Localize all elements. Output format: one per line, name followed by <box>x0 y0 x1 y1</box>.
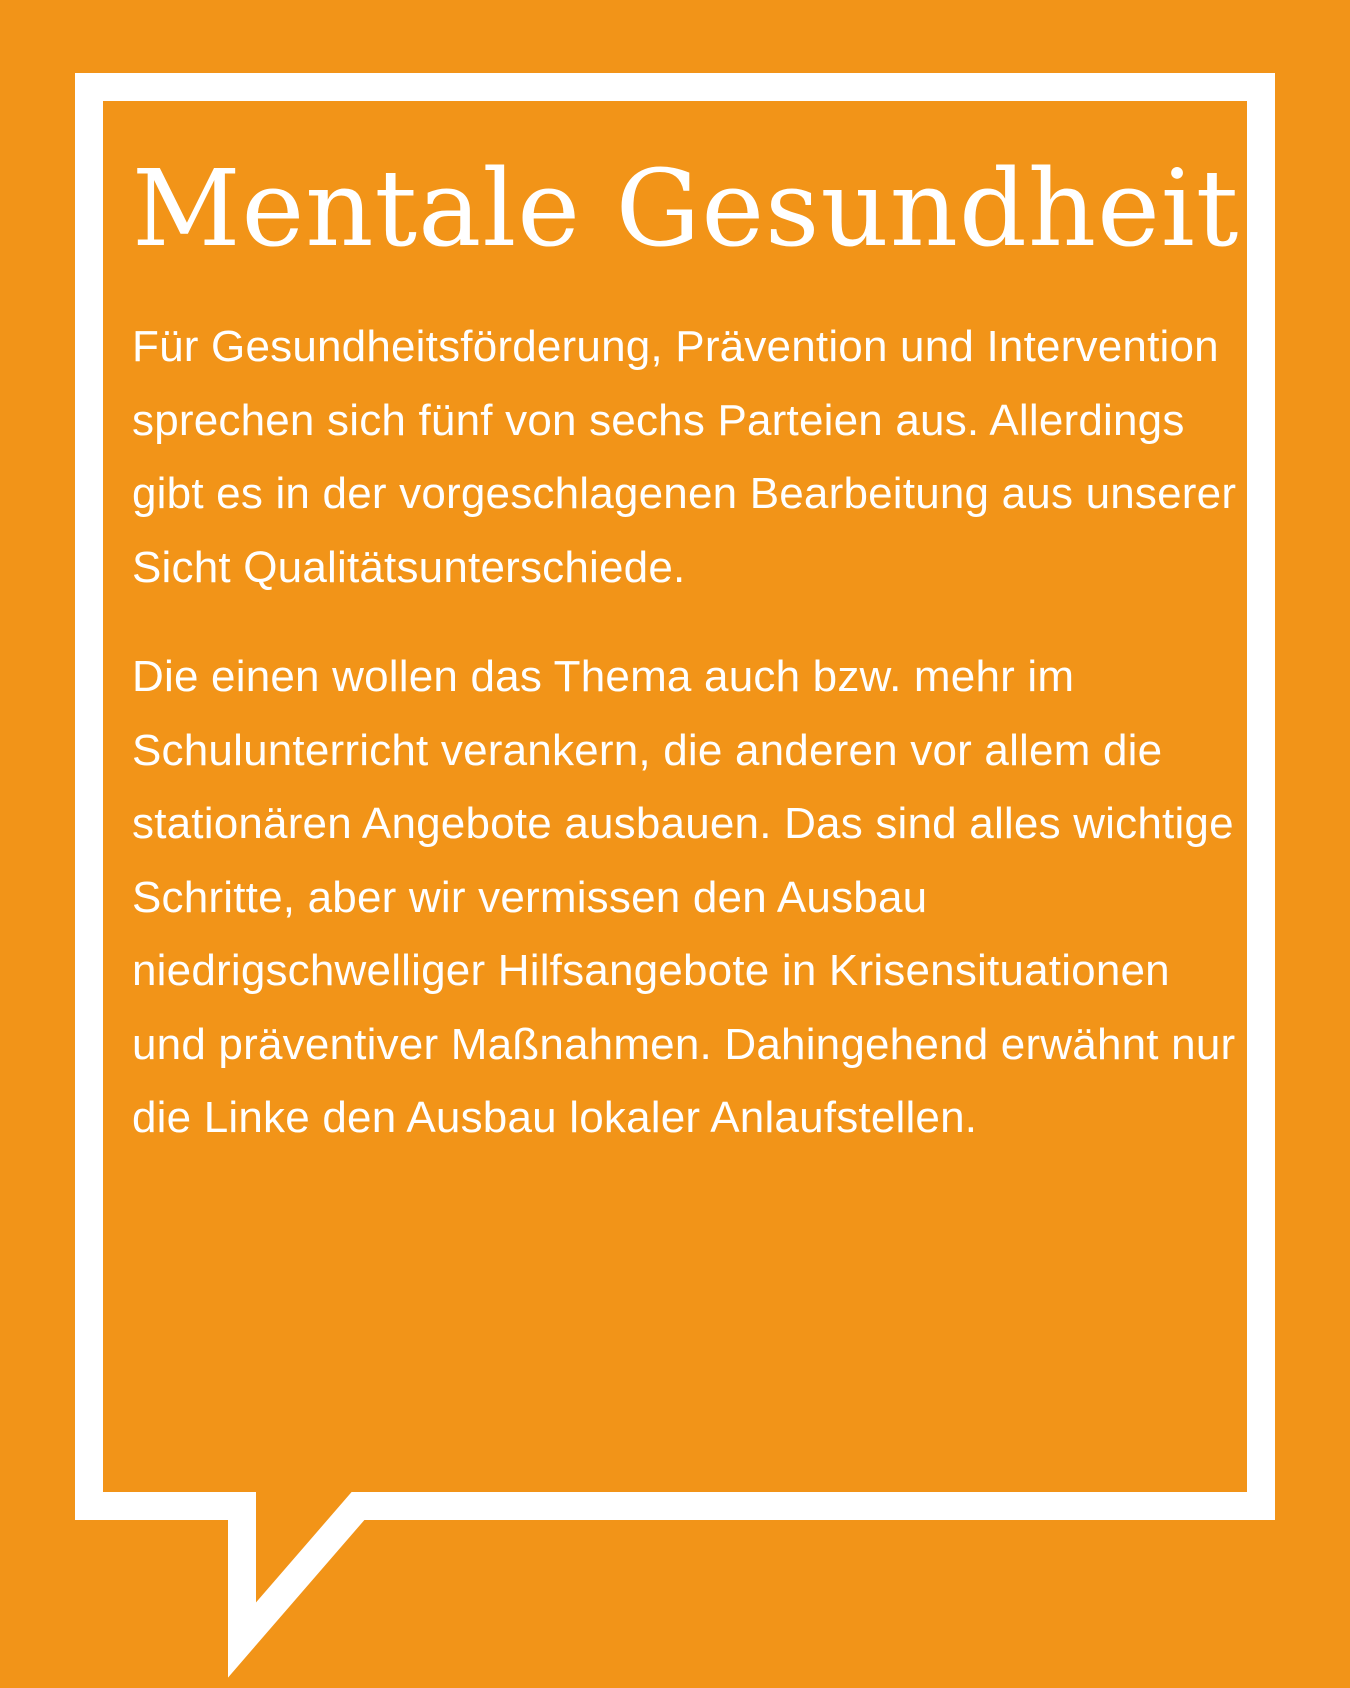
detail-paragraph: Die einen wollen das Thema auch bzw. mehr im Schulunterricht verankern, die anderen vor allem die stationären Angebote ausbauen. Das sind alles wichtige Schritte, aber wir vermissen den Ausbau niedrigschwelliger Hilfsangebote in Krisensituationen und präventiver Maßnahmen. Dahingehend erwähnt nur die Linke den Ausbau lokaler Anlaufstellen. <box>132 652 1236 1142</box>
intro-paragraph: Für Gesundheitsförderung, Prävention und Intervention sprechen sich fünf von sechs Parteien aus. Allerdings gibt es in der vorgeschlagenen Bearbeitung aus unserer Sicht Qualitätsunterschiede. <box>132 322 1237 592</box>
speech-bubble-content <box>132 142 1242 1155</box>
page-title: Mentale Gesundheit <box>132 147 1240 270</box>
